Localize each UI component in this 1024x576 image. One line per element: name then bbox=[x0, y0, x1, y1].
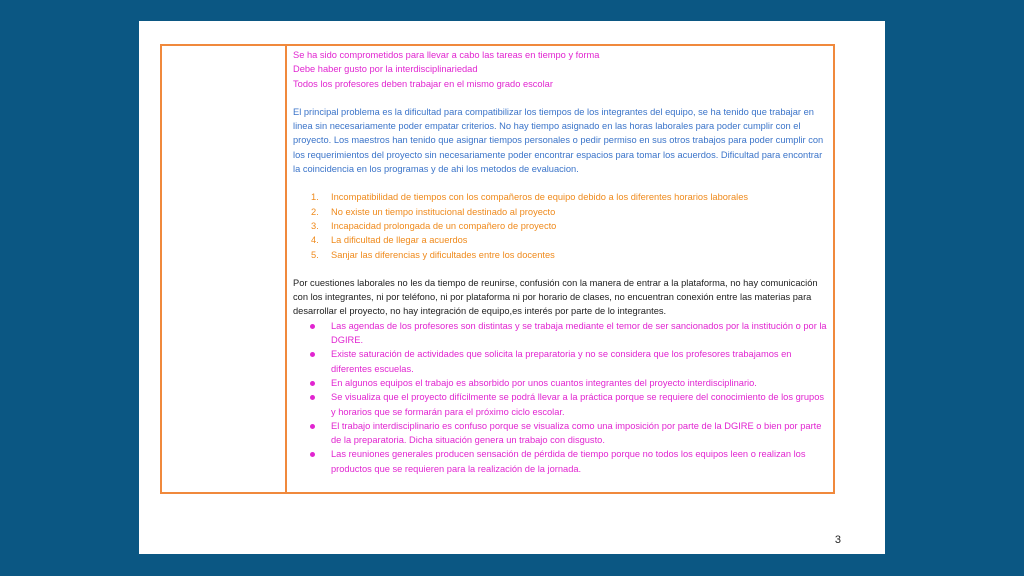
pink-line: Todos los profesores deben trabajar en el mismo grado escolar bbox=[293, 78, 553, 89]
list-number: 5. bbox=[311, 249, 319, 260]
list-item-text: No existe un tiempo institucional destinado al proyecto bbox=[331, 206, 556, 217]
pink-line: Se ha sido comprometidos para llevar a cabo las tareas en tiempo y forma bbox=[293, 50, 600, 60]
bullet-list bbox=[293, 319, 829, 476]
bullet-list-item bbox=[331, 347, 829, 376]
bullet-icon bbox=[310, 424, 315, 429]
bullet-icon bbox=[310, 452, 315, 457]
bullet-list-item bbox=[331, 419, 829, 448]
slide-page bbox=[139, 21, 885, 554]
list-item-text: Incapacidad prolongada de un compañero de proyecto bbox=[331, 220, 557, 231]
bullet-text: Las agendas de los profesores son distintas y se trabaja mediante el temor de ser sancionados por la institución o por la DGIRE. bbox=[331, 320, 827, 346]
black-paragraph: Por cuestiones laborales no les da tiempo de reunirse, confusión con la manera de entrar a la plataforma, no hay comunicación con los integrantes, ni por teléfono, ni por plataforma ni por horario de clases, no encuentran conexión entre las materias para desarrollar el proyecto, no hay integración de equipo,es interés por parte de lo integrantes. bbox=[293, 277, 818, 317]
bullet-text: Se visualiza que el proyecto difícilmente se podrá llevar a la práctica porque se requiere del conocimiento de los grupos y horarios que se formarán para el próximo ciclo escolar. bbox=[331, 392, 825, 417]
list-item-text: Sanjar las diferencias y dificultades entre los docentes bbox=[331, 249, 555, 260]
bullet-icon bbox=[310, 324, 315, 329]
list-item-text: Incompatibilidad de tiempos con los compañeros de equipo debido a los diferentes horarios laborales bbox=[331, 192, 749, 203]
numbered-list-item bbox=[311, 219, 829, 233]
numbered-list-item bbox=[311, 233, 829, 247]
bullet-icon bbox=[310, 352, 315, 357]
list-number: 4. bbox=[311, 235, 319, 246]
pink-statements bbox=[293, 48, 829, 91]
bullet-list-item bbox=[331, 376, 829, 390]
numbered-list-item bbox=[311, 205, 829, 219]
left-table-cell bbox=[162, 46, 287, 492]
bullet-text: Existe saturación de actividades que solicita la preparatoria y no se considera que los profesores trabajamos en diferentes escuelas. bbox=[331, 349, 792, 374]
numbered-list bbox=[293, 190, 829, 261]
blue-paragraph: El principal problema es la dificultad para compatibilizar los tiempos de los integrantes del equipo, se ha tenido que trabajar en linea sin necesariamente poder empatar criterios. No hay tiempo asignado en las horas laborales para poder cumplir con el proyecto. Los maestros han tenido que asignar tiempos personales o pedir permiso en sus otros trabajos para poder cumplir con los requerimientos del proyecto sin necesariamente poder encontrar espacios para tomar los acuerdos. Dificultad para encontrar la coincidencia en los programas y de ahi los metodos de evaluacion. bbox=[293, 106, 824, 175]
document-table bbox=[160, 44, 835, 494]
bullet-text: Las reuniones generales producen sensación de pérdida de tiempo porque no todos los equipos leen o realizan los productos que se requieren para la realización de la jornada. bbox=[331, 449, 806, 474]
bullet-icon bbox=[310, 381, 315, 386]
list-number: 1. bbox=[311, 192, 319, 203]
numbered-list-item bbox=[311, 248, 829, 262]
list-number: 3. bbox=[311, 220, 319, 231]
list-item-text: La dificultad de llegar a acuerdos bbox=[331, 235, 468, 246]
bullet-list-item bbox=[331, 447, 829, 476]
page-number: 3 bbox=[834, 534, 841, 546]
list-number: 2. bbox=[311, 206, 319, 217]
bullet-list-item bbox=[331, 390, 829, 419]
bullet-text: En algunos equipos el trabajo es absorbido por unos cuantos integrantes del proyecto interdisciplinario. bbox=[331, 377, 757, 388]
pink-line: Debe haber gusto por la interdisciplinariedad bbox=[293, 64, 478, 75]
right-table-cell bbox=[287, 46, 833, 492]
numbered-list-item bbox=[311, 190, 829, 204]
bullet-list-item bbox=[331, 319, 829, 348]
bullet-text: El trabajo interdisciplinario es confuso porque se visualiza como una imposición por parte de la DGIRE o bien por parte de la preparatoria. Dicha situación genera un trabajo con disgusto. bbox=[331, 420, 822, 446]
bullet-icon bbox=[310, 395, 315, 400]
